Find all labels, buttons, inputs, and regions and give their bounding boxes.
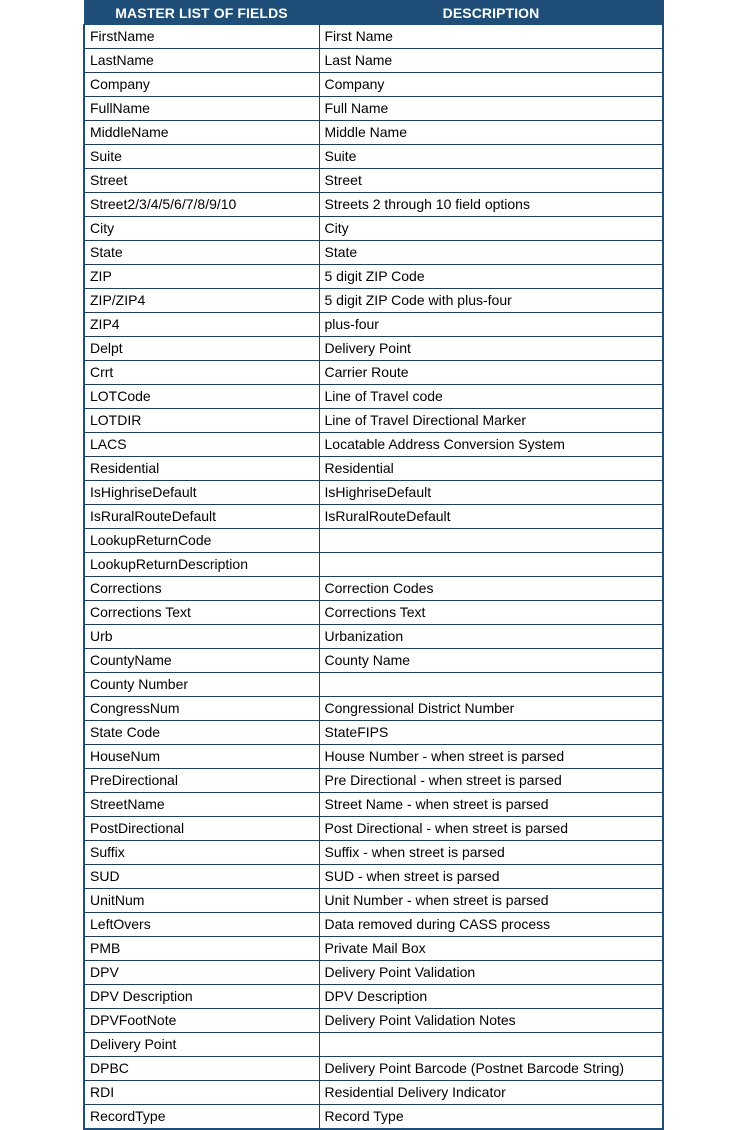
table-row [84, 913, 663, 937]
description-cell: Delivery Point Validation Notes [319, 1009, 663, 1033]
table-body [84, 25, 663, 1130]
table-row [84, 529, 663, 553]
table-row [84, 1081, 663, 1105]
description-cell: StateFIPS [319, 721, 663, 745]
table-row [84, 169, 663, 193]
description-cell: First Name [319, 25, 663, 49]
field-name-cell: County Number [84, 673, 319, 697]
column-header-description: DESCRIPTION [319, 1, 663, 25]
table-row [84, 1009, 663, 1033]
table-row [84, 1105, 663, 1130]
field-name-cell: LeftOvers [84, 913, 319, 937]
table-row [84, 841, 663, 865]
column-header-fields: MASTER LIST OF FIELDS [84, 1, 319, 25]
table-row [84, 1033, 663, 1057]
field-name-cell: ZIP [84, 265, 319, 289]
description-cell: Urbanization [319, 625, 663, 649]
field-name-cell: RDI [84, 1081, 319, 1105]
field-name-cell: Company [84, 73, 319, 97]
description-cell: City [319, 217, 663, 241]
description-cell: Line of Travel code [319, 385, 663, 409]
table-header [84, 1, 663, 25]
description-cell [319, 529, 663, 553]
field-name-cell: LastName [84, 49, 319, 73]
table-row [84, 961, 663, 985]
field-name-cell: IsRuralRouteDefault [84, 505, 319, 529]
table-row [84, 121, 663, 145]
field-name-cell: State Code [84, 721, 319, 745]
description-cell: Unit Number - when street is parsed [319, 889, 663, 913]
description-cell: DPV Description [319, 985, 663, 1009]
description-cell: IsRuralRouteDefault [319, 505, 663, 529]
field-name-cell: DPV [84, 961, 319, 985]
table-row [84, 937, 663, 961]
field-name-cell: SUD [84, 865, 319, 889]
field-name-cell: Crrt [84, 361, 319, 385]
field-name-cell: FirstName [84, 25, 319, 49]
description-cell: Streets 2 through 10 field options [319, 193, 663, 217]
table-row [84, 385, 663, 409]
table-row [84, 217, 663, 241]
description-cell: Pre Directional - when street is parsed [319, 769, 663, 793]
field-name-cell: FullName [84, 97, 319, 121]
description-cell: Data removed during CASS process [319, 913, 663, 937]
field-list-table [83, 0, 664, 1130]
field-name-cell: ZIP4 [84, 313, 319, 337]
field-name-cell: Suite [84, 145, 319, 169]
field-name-cell: PMB [84, 937, 319, 961]
table-row [84, 673, 663, 697]
field-name-cell: Delpt [84, 337, 319, 361]
table-row [84, 721, 663, 745]
description-cell: County Name [319, 649, 663, 673]
field-name-cell: PreDirectional [84, 769, 319, 793]
field-name-cell: LookupReturnDescription [84, 553, 319, 577]
field-list-sheet [83, 0, 662, 1130]
description-cell: Residential Delivery Indicator [319, 1081, 663, 1105]
field-name-cell: Corrections Text [84, 601, 319, 625]
description-cell: Locatable Address Conversion System [319, 433, 663, 457]
description-cell: State [319, 241, 663, 265]
field-name-cell: MiddleName [84, 121, 319, 145]
description-cell: Suffix - when street is parsed [319, 841, 663, 865]
description-cell: Delivery Point [319, 337, 663, 361]
description-cell: Congressional District Number [319, 697, 663, 721]
table-row [84, 49, 663, 73]
field-name-cell: CountyName [84, 649, 319, 673]
table-row [84, 697, 663, 721]
description-cell: House Number - when street is parsed [319, 745, 663, 769]
header-row [84, 1, 663, 25]
table-row [84, 817, 663, 841]
table-row [84, 793, 663, 817]
field-name-cell: LACS [84, 433, 319, 457]
table-row [84, 865, 663, 889]
description-cell: Delivery Point Barcode (Postnet Barcode String) [319, 1057, 663, 1081]
table-row [84, 553, 663, 577]
description-cell: IsHighriseDefault [319, 481, 663, 505]
description-cell: Street [319, 169, 663, 193]
field-name-cell: StreetName [84, 793, 319, 817]
field-name-cell: LOTCode [84, 385, 319, 409]
field-name-cell: Corrections [84, 577, 319, 601]
description-cell: 5 digit ZIP Code [319, 265, 663, 289]
field-name-cell: PostDirectional [84, 817, 319, 841]
field-name-cell: DPBC [84, 1057, 319, 1081]
field-name-cell: Suffix [84, 841, 319, 865]
description-cell: Middle Name [319, 121, 663, 145]
table-row [84, 145, 663, 169]
table-row [84, 985, 663, 1009]
description-cell: plus-four [319, 313, 663, 337]
table-row [84, 361, 663, 385]
description-cell [319, 673, 663, 697]
field-name-cell: State [84, 241, 319, 265]
description-cell: Last Name [319, 49, 663, 73]
description-cell: Suite [319, 145, 663, 169]
field-name-cell: DPVFootNote [84, 1009, 319, 1033]
description-cell: Private Mail Box [319, 937, 663, 961]
table-row [84, 433, 663, 457]
field-name-cell: City [84, 217, 319, 241]
table-row [84, 889, 663, 913]
field-name-cell: Delivery Point [84, 1033, 319, 1057]
description-cell: Street Name - when street is parsed [319, 793, 663, 817]
description-cell: Record Type [319, 1105, 663, 1130]
field-name-cell: CongressNum [84, 697, 319, 721]
field-name-cell: IsHighriseDefault [84, 481, 319, 505]
table-row [84, 97, 663, 121]
description-cell: Correction Codes [319, 577, 663, 601]
description-cell: Full Name [319, 97, 663, 121]
description-cell: Company [319, 73, 663, 97]
table-row [84, 481, 663, 505]
description-cell: 5 digit ZIP Code with plus-four [319, 289, 663, 313]
description-cell [319, 1033, 663, 1057]
field-name-cell: RecordType [84, 1105, 319, 1130]
table-row [84, 265, 663, 289]
table-row [84, 457, 663, 481]
description-cell: Corrections Text [319, 601, 663, 625]
field-name-cell: DPV Description [84, 985, 319, 1009]
description-cell: SUD - when street is parsed [319, 865, 663, 889]
description-cell [319, 553, 663, 577]
description-cell: Line of Travel Directional Marker [319, 409, 663, 433]
table-row [84, 745, 663, 769]
table-row [84, 649, 663, 673]
table-row [84, 577, 663, 601]
field-name-cell: LookupReturnCode [84, 529, 319, 553]
table-row [84, 73, 663, 97]
field-name-cell: HouseNum [84, 745, 319, 769]
table-row [84, 241, 663, 265]
table-row [84, 409, 663, 433]
table-row [84, 505, 663, 529]
description-cell: Carrier Route [319, 361, 663, 385]
field-name-cell: Street2/3/4/5/6/7/8/9/10 [84, 193, 319, 217]
table-row [84, 289, 663, 313]
description-cell: Post Directional - when street is parsed [319, 817, 663, 841]
table-row [84, 769, 663, 793]
field-name-cell: Street [84, 169, 319, 193]
table-row [84, 313, 663, 337]
table-row [84, 193, 663, 217]
field-name-cell: Residential [84, 457, 319, 481]
field-name-cell: UnitNum [84, 889, 319, 913]
table-row [84, 625, 663, 649]
table-row [84, 25, 663, 49]
field-name-cell: ZIP/ZIP4 [84, 289, 319, 313]
table-row [84, 1057, 663, 1081]
table-row [84, 337, 663, 361]
field-name-cell: LOTDIR [84, 409, 319, 433]
description-cell: Residential [319, 457, 663, 481]
table-row [84, 601, 663, 625]
field-name-cell: Urb [84, 625, 319, 649]
description-cell: Delivery Point Validation [319, 961, 663, 985]
